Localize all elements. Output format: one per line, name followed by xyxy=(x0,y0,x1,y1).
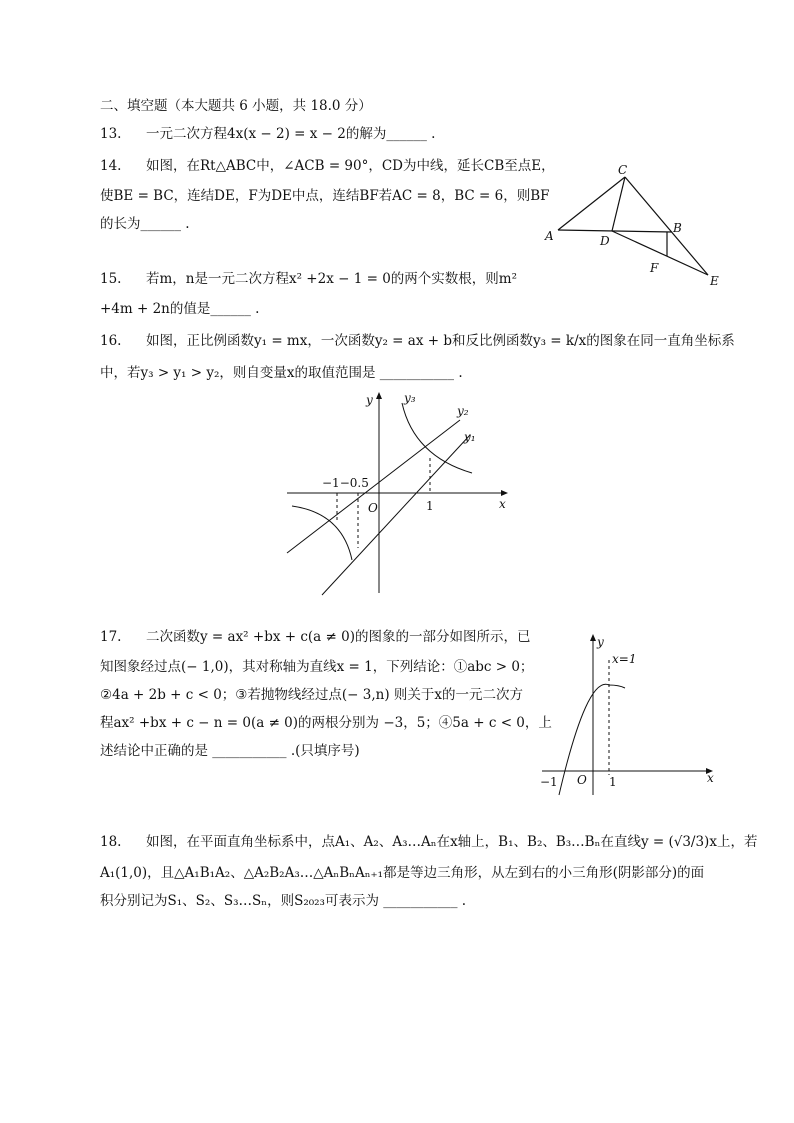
triangle-figure xyxy=(540,160,730,295)
label-tick-negatives: −1−0.5 xyxy=(322,476,369,490)
segment-DE xyxy=(612,231,708,275)
question-text: 如图，在平面直角坐标系中，点A₁、A₂、A₃…Aₙ在x轴上，B₁、B₂、B₃…Bₙ在直线y = (√3/3)x上，若 xyxy=(146,834,758,850)
label-y2: y₂ xyxy=(457,404,469,418)
question-13 xyxy=(100,125,435,143)
question-18-line-1 xyxy=(100,833,757,851)
question-number: 13. xyxy=(100,126,122,142)
label-pos1: 1 xyxy=(609,775,617,789)
label-y-axis: y xyxy=(366,393,373,407)
question-15-line-1 xyxy=(100,270,517,288)
function-graph-figure xyxy=(282,388,517,598)
label-x-axis: x xyxy=(499,497,506,511)
label-y-axis: y xyxy=(597,635,604,649)
question-18-line-3: 积分别记为S₁、S₂、S₃…Sₙ，则S₂₀₂₃可表示为 ___________ . xyxy=(100,893,467,909)
question-17-line-1 xyxy=(100,628,530,646)
line-y1 xyxy=(322,435,470,595)
parabola-figure xyxy=(537,630,722,800)
question-number: 15. xyxy=(100,271,122,287)
label-symmetry-axis: x=1 xyxy=(612,652,637,666)
question-number: 17. xyxy=(100,629,122,645)
question-text: 二次函数y = ax² +bx + c(a ≠ 0)的图象的一部分如图所示，已 xyxy=(146,629,531,645)
label-A: A xyxy=(545,229,554,243)
label-D: D xyxy=(600,234,610,248)
question-14-line-1 xyxy=(100,157,555,175)
segment-AC xyxy=(558,177,625,230)
label-y3: y₃ xyxy=(404,391,416,405)
label-E: E xyxy=(710,274,719,288)
section-header: 二、填空题（本大题共 6 小题，共 18.0 分） xyxy=(100,98,372,114)
label-neg1: −1 xyxy=(540,775,558,789)
curve-y3-left xyxy=(292,506,352,560)
label-origin: O xyxy=(368,501,378,515)
question-14-line-3: 的长为______ . xyxy=(100,216,190,232)
segment-CE xyxy=(625,177,708,275)
label-y1: y₁ xyxy=(464,430,476,444)
question-16-line-1 xyxy=(100,332,735,350)
question-text: 一元二次方程4x(x − 2) = x − 2的解为______ . xyxy=(146,126,436,142)
question-17-line-2: 知图象经过点(− 1,0)，其对称轴为直线x = 1，下列结论：①abc > 0； xyxy=(100,659,534,675)
question-17-line-4: 程ax² +bx + c − n = 0(a ≠ 0)的两根分别为 −3，5；④5a + c < 0，上 xyxy=(100,715,552,731)
question-15-line-2: +4m + 2n的值是______ . xyxy=(100,301,260,317)
question-text: 如图，在Rt△ABC中，∠ACB = 90°，CD为中线，延长CB至点E， xyxy=(146,158,555,174)
segment-AB xyxy=(558,230,672,232)
question-number: 18. xyxy=(100,834,122,850)
question-number: 16. xyxy=(100,333,122,349)
question-18-line-2: A₁(1,0)，且△A₁B₁A₂、△A₂B₂A₃…△AₙBₙAₙ₊₁都是等边三角形，从左到右的小三角形(阴影部分)的面 xyxy=(100,865,705,881)
question-text: 如图，正比例函数y₁ = mx，一次函数y₂ = ax + b和反比例函数y₃ = k/x的图象在同一直角坐标系 xyxy=(146,333,735,349)
line-y2 xyxy=(287,420,460,553)
label-tick-1: 1 xyxy=(426,499,434,513)
question-14-line-2: 使BE = BC，连结DE，F为DE中点，连结BF若AC = 8，BC = 6，则BF xyxy=(100,188,550,204)
label-origin: O xyxy=(577,773,587,787)
label-B: B xyxy=(673,221,682,235)
question-17-line-3: ②4a + 2b + c < 0；③若抛物线经过点(− 3,n) 则关于x的一元二次方 xyxy=(100,687,524,703)
question-text: 若m，n是一元二次方程x² +2x − 1 = 0的两个实数根，则m² xyxy=(146,271,518,287)
question-number: 14. xyxy=(100,158,122,174)
question-17-line-5: 述结论中正确的是 ___________ .(只填序号) xyxy=(100,743,360,759)
label-x-axis: x xyxy=(707,771,714,785)
question-16-line-2: 中，若y₃ > y₁ > y₂，则自变量x的取值范围是 ___________ . xyxy=(100,365,463,381)
label-F: F xyxy=(650,261,659,275)
label-C: C xyxy=(618,163,628,177)
